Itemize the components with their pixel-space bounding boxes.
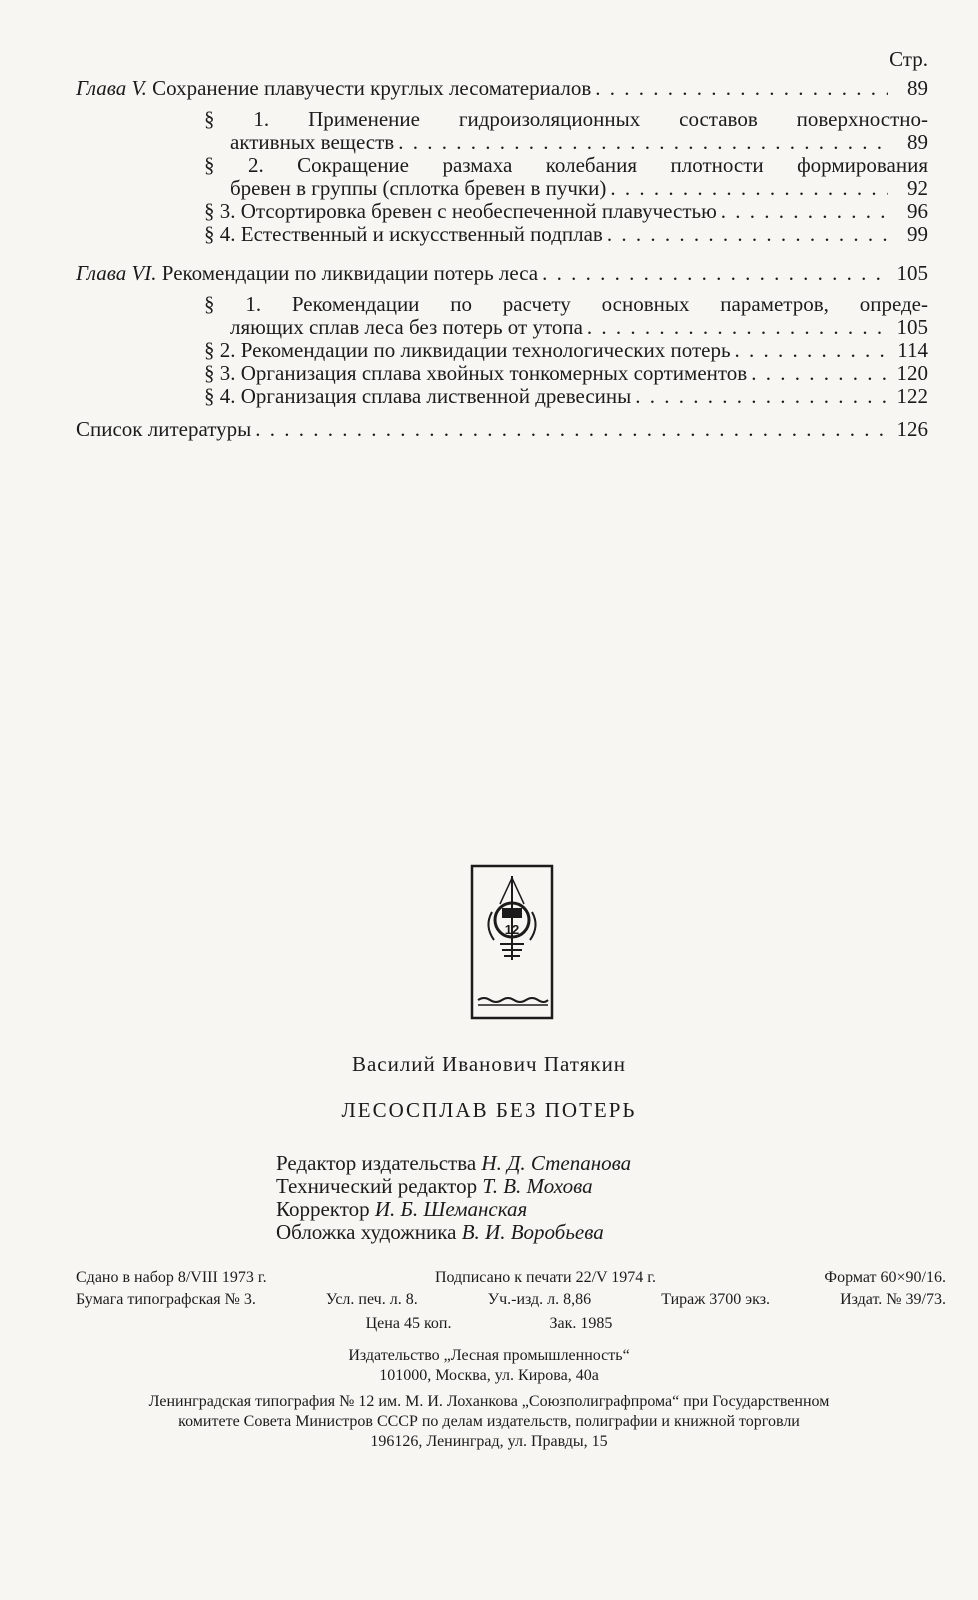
emblem-text: 12: [504, 922, 520, 937]
section-title: § 3. Отсортировка бревен с необеспеченной плавучестью: [204, 199, 717, 223]
toc-ch6-sec4: [76, 385, 928, 408]
page-number: 120: [896, 361, 928, 385]
order-number: Зак. 1985: [549, 1315, 613, 1332]
toc-ch5-sec2: [76, 154, 928, 200]
page-number: 105: [896, 315, 928, 339]
section-title: § 1. Рекомендации по расчету основных параметров, опреде-: [204, 292, 928, 316]
section-title-cont: ляющих сплав леса без потерь от утопа: [230, 315, 583, 339]
price-order-line: [0, 1314, 978, 1334]
chapter-title: Рекомендации по ликвидации потерь леса: [161, 261, 539, 285]
chapter-label: Глава VI.: [76, 261, 157, 285]
page-number: 89: [907, 130, 928, 154]
section-title: § 3. Организация сплава хвойных тонкомерных сортиментов: [204, 361, 748, 385]
page-number: 105: [896, 261, 928, 285]
price: Цена 45 коп.: [365, 1315, 452, 1332]
page-number: 89: [907, 76, 928, 100]
references-title: Список литературы: [76, 417, 252, 441]
toc-ch6-sec2: [76, 339, 928, 362]
imprint-line-1: Сдано в набор 8/VIII 1973 г. Подписано к печати 22/V 1974 г. Формат 60×90/16.: [76, 1269, 946, 1286]
page-number: 96: [907, 199, 928, 223]
page-number: 99: [907, 222, 928, 246]
credit-line: Обложка художника В. И. Воробьева: [276, 1220, 604, 1244]
book-title: ЛЕСОСПЛАВ БЕЗ ПОТЕРЬ: [341, 1098, 637, 1122]
toc-ch6-sec1: [76, 293, 928, 339]
publisher-emblem-icon: [470, 864, 554, 1020]
credit-line: Корректор И. Б. Шеманская: [276, 1197, 528, 1221]
section-title: § 2. Сокращение размаха колебания плотности формирования: [204, 153, 928, 177]
chapter-title: Сохранение плавучести круглых лесоматериалов: [152, 76, 592, 100]
toc-ch6-sec3: [76, 362, 928, 385]
page-number: 114: [897, 338, 928, 362]
section-title-cont: бревен в группы (сплотка бревен в пучки): [230, 176, 607, 200]
toc-chapter-6: [76, 262, 928, 285]
toc-ch5-sec4: [76, 223, 928, 246]
section-title: § 4. Организация сплава лиственной древесины: [204, 384, 632, 408]
page-number: 122: [896, 384, 928, 408]
section-title: § 1. Применение гидроизоляционных составов поверхностно-: [204, 107, 928, 131]
page-number: 92: [907, 176, 928, 200]
page-column-header: Стр.: [889, 47, 928, 71]
section-title: § 4. Естественный и искусственный подплав: [204, 222, 603, 246]
publisher-address: 101000, Москва, ул. Кирова, 40а: [379, 1367, 599, 1384]
printer-line-2: комитете Совета Министров СССР по делам издательств, полиграфии и книжной торговли: [178, 1413, 800, 1430]
section-title: § 2. Рекомендации по ликвидации технологических потерь: [204, 338, 731, 362]
chapter-label: Глава V.: [76, 76, 147, 100]
table-of-contents: [76, 48, 928, 441]
toc-chapter-5: [76, 77, 928, 100]
printer-line-1: Ленинградская типография № 12 им. М. И. Лоханкова „Союзполиграфпрома“ при Государственном: [148, 1393, 830, 1410]
toc-ch5-sec3: [76, 200, 928, 223]
section-title-cont: активных веществ: [230, 130, 395, 154]
imprint-line-2: Бумага типографская № 3. Усл. печ. л. 8. Уч.-изд. л. 8,86 Тираж 3700 экз. Издат. № 39/73.: [76, 1291, 946, 1308]
credit-line: Редактор издательства Н. Д. Степанова: [276, 1151, 632, 1175]
credits: [276, 1152, 631, 1244]
printer-address: 196126, Ленинград, ул. Правды, 15: [370, 1433, 608, 1450]
credit-line: Технический редактор Т. В. Мохова: [276, 1174, 593, 1198]
page-number: 126: [896, 417, 928, 441]
toc-ch5-sec1: [76, 108, 928, 154]
author-name: Василий Иванович Патякин: [351, 1052, 627, 1076]
publisher-name: Издательство „Лесная промышленность“: [348, 1347, 630, 1364]
toc-references: [76, 418, 928, 441]
